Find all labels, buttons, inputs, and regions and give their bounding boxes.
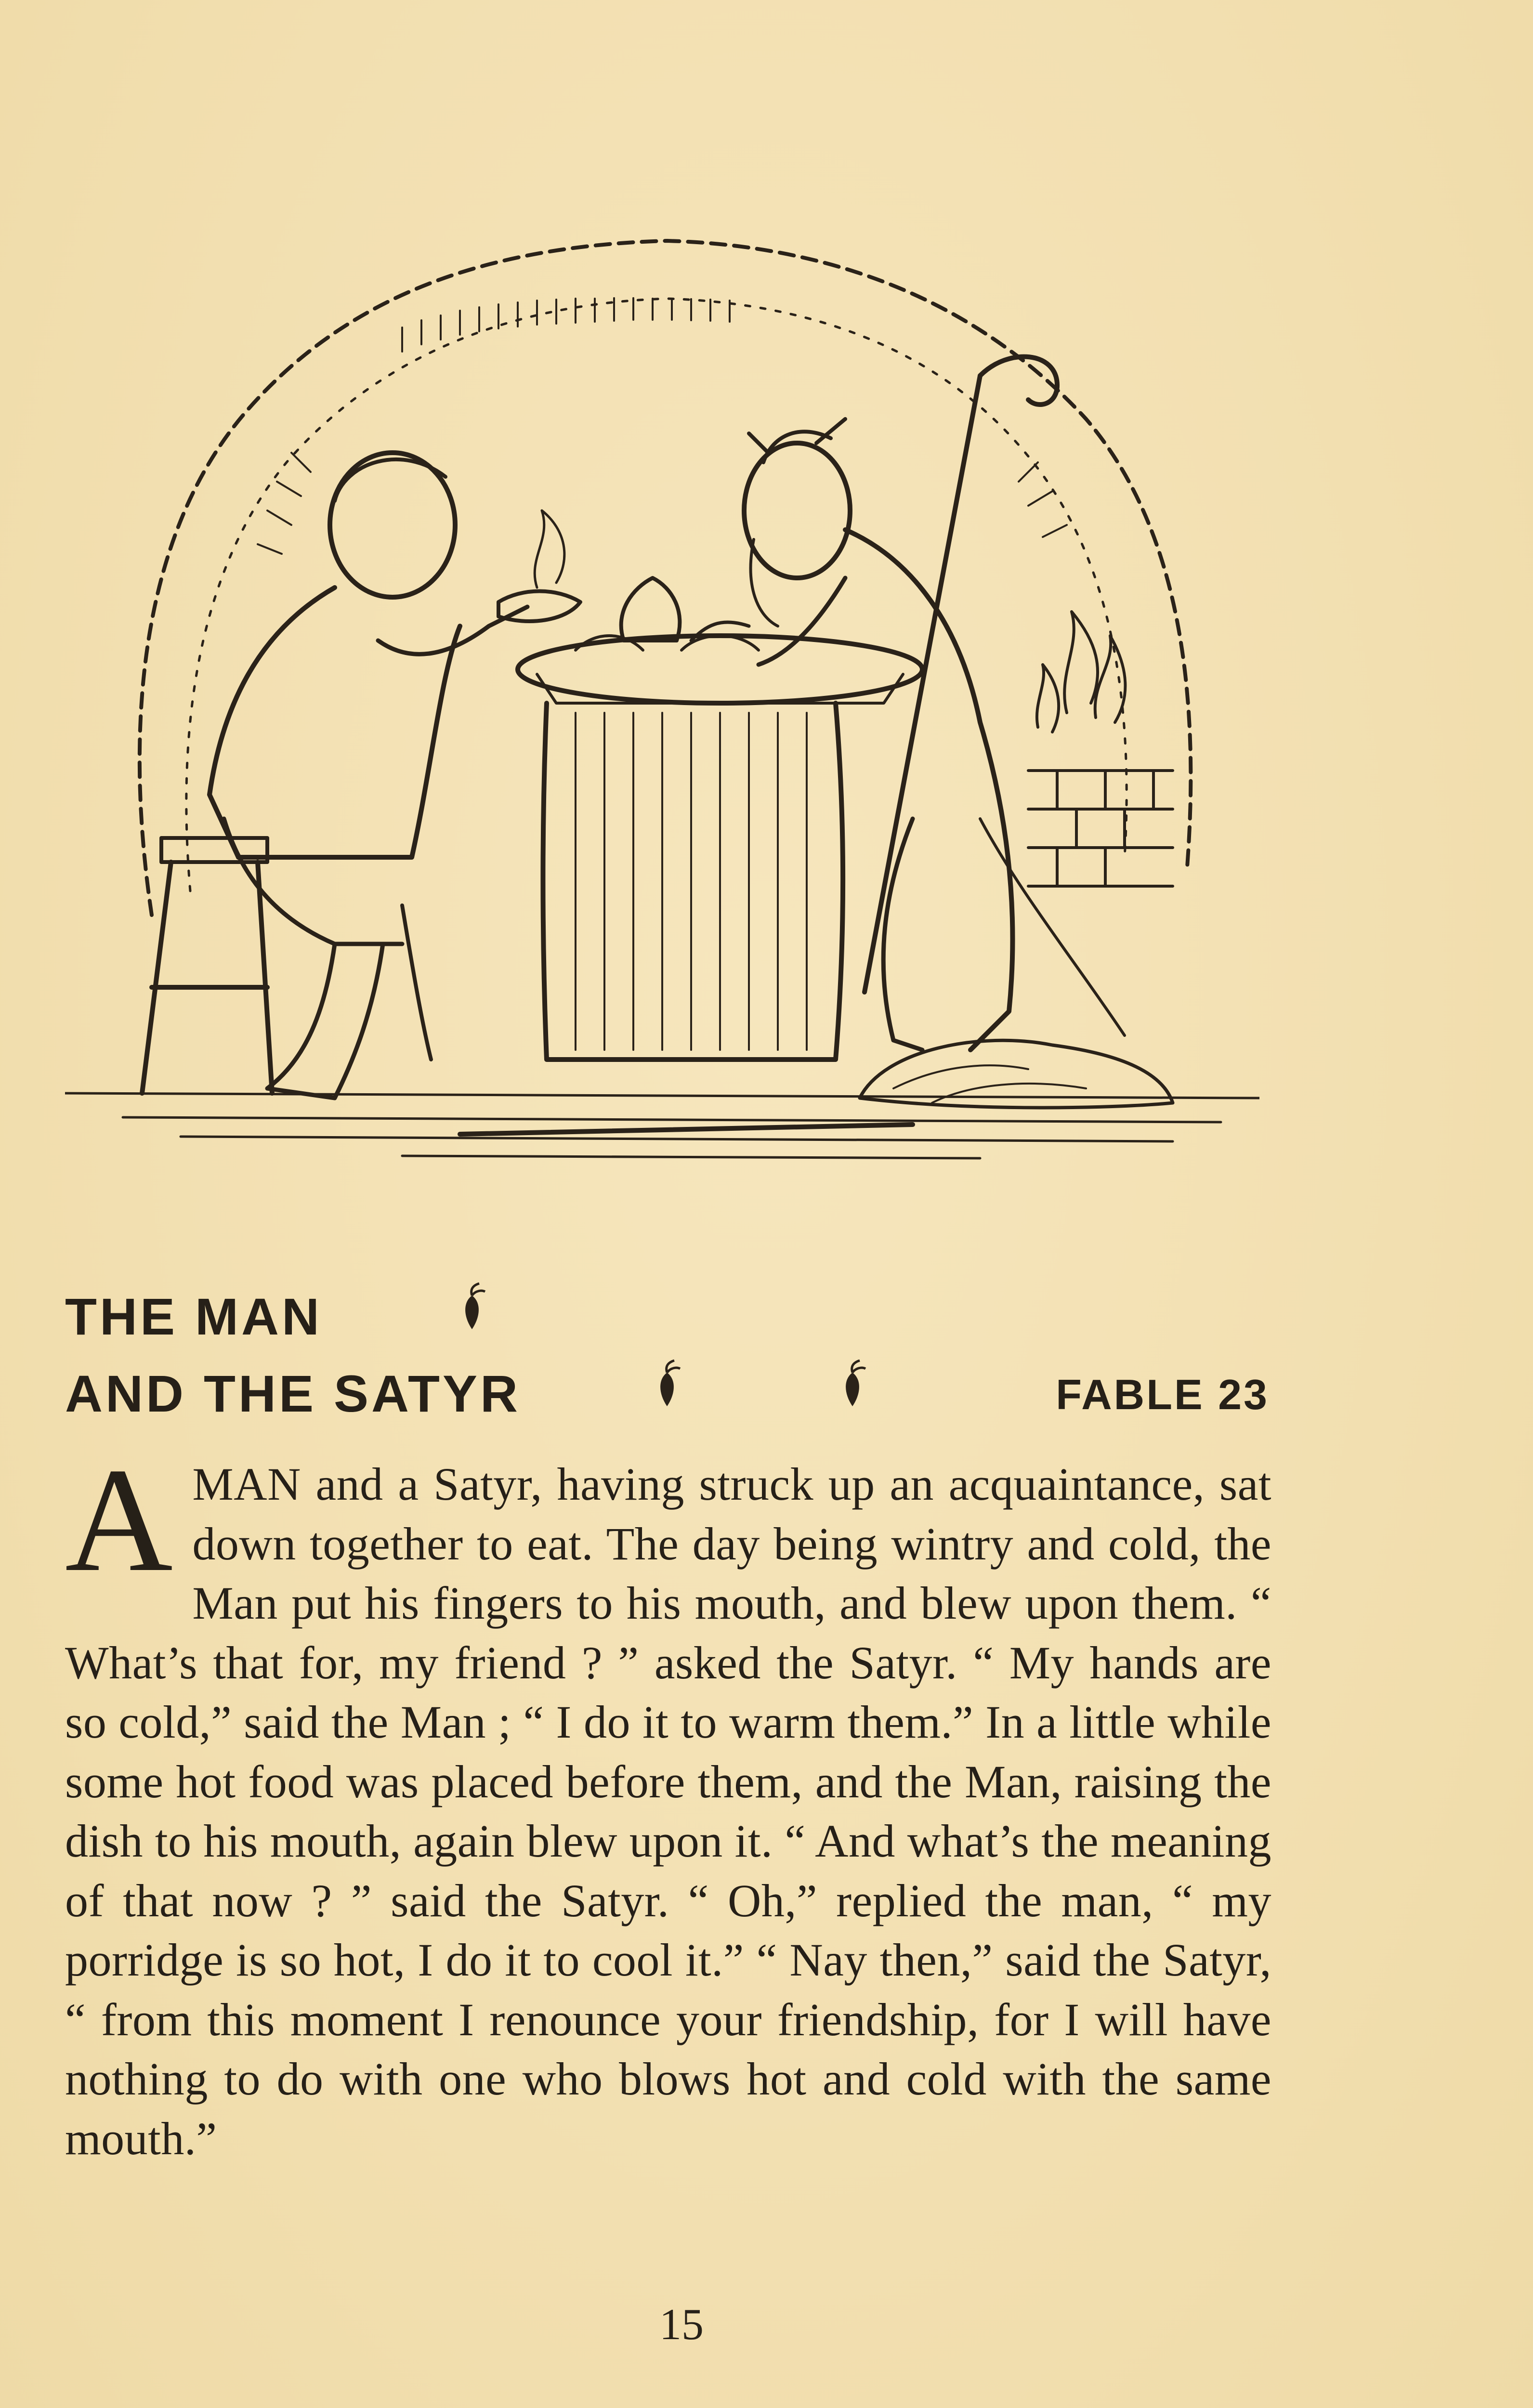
page-number: 15 — [659, 2300, 704, 2349]
leaf-ornament-icon — [836, 1358, 869, 1411]
engraving-illustration — [65, 193, 1259, 1185]
leaf-ornament-icon — [650, 1358, 684, 1411]
fable-number: FABLE 23 — [1056, 1371, 1269, 1418]
drop-cap: A — [65, 1438, 173, 1603]
title-line-2: AND THE SATYR — [65, 1364, 521, 1423]
title-line-1: THE MAN — [65, 1287, 322, 1346]
fable-text: MAN and a Satyr, having struck up an acquaintance, sat down together to eat. The day being wintry and cold, the Man put his fingers to his mouth, and blew upon them. “ What’s that for, my friend ? ” asked the Satyr. “ My hands are so cold,” said the Man ; “ I do it to warm them.” In a little while some hot food was placed before them, and the Man, raising the dish to his mouth, again blew upon it. “ And what’s the meaning of that now ? ” said the Satyr. “ Oh,” replied the man, “ my porridge is so hot, I do it to cool it.” “ Nay then,” said the Satyr, “ from this moment I renounce your friendship, for I will have nothing to do with one who blows hot and cold with the same mouth.” — [65, 1458, 1271, 2164]
leaf-ornament-icon — [455, 1281, 489, 1334]
fable-heading — [65, 1287, 1269, 1430]
fable-body — [65, 1438, 1271, 2168]
